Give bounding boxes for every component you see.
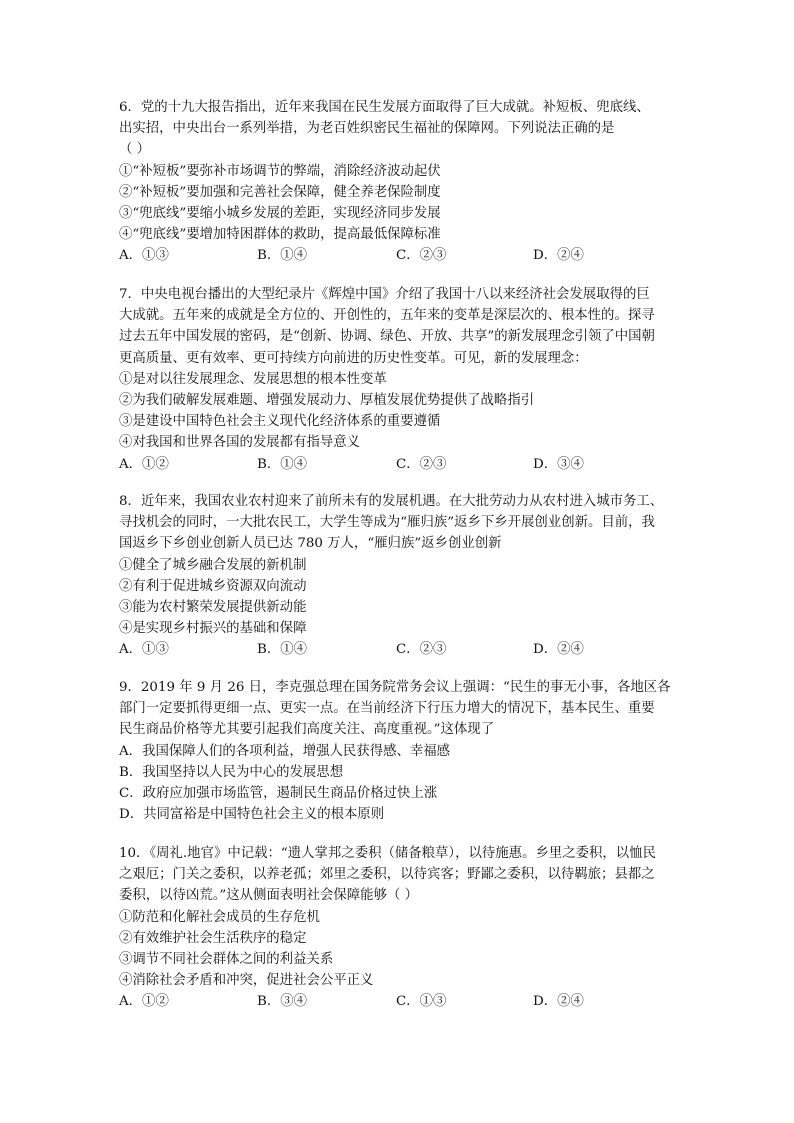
answer-option-d: D．②④ bbox=[533, 642, 584, 658]
question-stem-line: 6．党的十九大报告指出，近年来我国在民生发展方面取得了巨大成就。补短板、兜底线、 bbox=[119, 100, 650, 115]
choice-option: B．我国坚持以人民为中心的发展思想 bbox=[119, 764, 344, 780]
answer-option-a: A．①② bbox=[119, 456, 169, 472]
statement-item: ③“兜底线”要缩小城乡发展的差距，实现经济同步发展 bbox=[119, 205, 441, 221]
answer-option-b: B．①④ bbox=[257, 642, 308, 658]
answer-options bbox=[119, 454, 679, 475]
answer-option-b: B．①④ bbox=[257, 456, 308, 472]
statement-item: ③调节不同社会群体之间的利益关系 bbox=[119, 951, 334, 967]
question-stem-line: 9．2019 年 9 月 26 日，李克强总理在国务院常务会议上强调：“民生的事无小事，各地区各 bbox=[119, 680, 671, 695]
question-stem-line: 民生商品价格等尤其要引起我们高度关注、高度重视。”这体现了 bbox=[119, 722, 495, 738]
answer-option-c: C．①③ bbox=[396, 994, 447, 1010]
statement-item: ②为我们破解发展难题、增强发展动力、厚植发展优势提供了战略指引 bbox=[119, 392, 535, 408]
question-stem-line: 之艰厄；门关之委积，以养老孤；郊里之委积，以待宾客；野鄙之委积，以待羁旅；县都之 bbox=[119, 867, 655, 883]
answer-options bbox=[119, 991, 679, 1012]
question-stem-line: （ ） bbox=[119, 142, 151, 158]
statement-item: ④对我国和世界各国的发展都有指导意义 bbox=[119, 435, 361, 451]
answer-option-b: B．③④ bbox=[257, 994, 308, 1010]
statement-item: ④是实现乡村振兴的基础和保障 bbox=[119, 621, 307, 637]
question-6 bbox=[119, 97, 679, 267]
answer-option-d: D．②④ bbox=[533, 248, 584, 264]
choice-option: C．政府应加强市场监管，遏制民生商品价格过快上涨 bbox=[119, 785, 438, 801]
answer-option-d: D．②④ bbox=[533, 994, 584, 1010]
statement-item: ①防范和化解社会成员的生存危机 bbox=[119, 909, 320, 925]
answer-option-a: A．①③ bbox=[119, 642, 169, 658]
answer-options bbox=[119, 639, 679, 660]
statement-item: ①是对以往发展理念、发展思想的根本性变革 bbox=[119, 371, 387, 387]
question-stem-line: 7．中央电视台播出的大型纪录片《辉煌中国》介绍了我国十八以来经济社会发展取得的巨 bbox=[119, 287, 650, 302]
question-stem-line: 国返乡下乡创业创新人员已达 780 万人，“雁归族”返乡创业创新 bbox=[119, 536, 502, 552]
statement-item: ②“补短板”要加强和完善社会保障，健全养老保险制度 bbox=[119, 184, 441, 200]
statement-item: ②有利于促进城乡资源双向流动 bbox=[119, 578, 307, 594]
statement-item: ①健全了城乡融合发展的新机制 bbox=[119, 557, 307, 573]
answer-options bbox=[119, 245, 679, 266]
answer-option-c: C．②③ bbox=[396, 248, 447, 264]
question-stem-line: 委积，以待凶荒。”这从侧面表明社会保障能够（ ） bbox=[119, 888, 418, 904]
answer-option-c: C．②③ bbox=[396, 456, 447, 472]
question-8 bbox=[119, 491, 679, 661]
statement-item: ④“兜底线”要增加特困群体的救助，提高最低保障标准 bbox=[119, 227, 441, 243]
statement-item: ④消除社会矛盾和冲突，促进社会公平正义 bbox=[119, 973, 374, 989]
choice-option: A．我国保障人们的各项利益，增强人民获得感、幸福感 bbox=[119, 743, 451, 759]
answer-option-a: A．①② bbox=[119, 994, 169, 1010]
question-stem-line: 出实招，中央出台一系列举措，为老百姓织密民生福祉的保障网。下列说法正确的是 bbox=[119, 121, 615, 137]
statement-item: ③是建设中国特色社会主义现代化经济体系的重要遵循 bbox=[119, 414, 441, 430]
statement-item: ②有效维护社会生活秩序的稳定 bbox=[119, 930, 307, 946]
question-7 bbox=[119, 284, 679, 475]
question-stem-line: 寻找机会的同时，一大批农民工，大学生等成为“雁归族”返乡下乡开展创业创新。目前，我 bbox=[119, 515, 655, 531]
question-stem-line: 过去五年中国发展的密码，是“创新、协调、绿色、开放、共享”的新发展理念引领了中国朝 bbox=[119, 329, 655, 345]
answer-option-c: C．②③ bbox=[396, 642, 447, 658]
statement-item: ③能为农村繁荣发展提供新动能 bbox=[119, 599, 307, 615]
choice-option: D．共同富裕是中国特色社会主义的根本原则 bbox=[119, 807, 385, 823]
answer-option-d: D．③④ bbox=[533, 456, 584, 472]
question-stem-line: 部门一定要抓得更细一点、更实一点。在当前经济下行压力增大的情况下，基本民生、重要 bbox=[119, 701, 655, 717]
question-stem-line: 10．《周礼.地官》中记载：“遗人掌邦之委积（储备粮草），以待施惠。乡里之委积，以恤民 bbox=[119, 846, 656, 861]
question-10 bbox=[119, 843, 679, 1013]
question-9 bbox=[119, 677, 679, 825]
statement-item: ①“补短板”要弥补市场调节的弊端，消除经济波动起伏 bbox=[119, 163, 441, 179]
question-stem-line: 更高质量、更有效率、更可持续方向前进的历史性变革。可见，新的发展理念： bbox=[119, 350, 588, 366]
answer-option-a: A．①③ bbox=[119, 248, 169, 264]
question-stem-line: 8．近年来，我国农业农村迎来了前所未有的发展机遇。在大批劳动力从农村进入城市务工、 bbox=[119, 494, 664, 509]
answer-option-b: B．①④ bbox=[257, 248, 308, 264]
question-stem-line: 大成就。五年来的成就是全方位的、开创性的，五年来的变革是深层次的、根本性的。探寻 bbox=[119, 308, 655, 324]
